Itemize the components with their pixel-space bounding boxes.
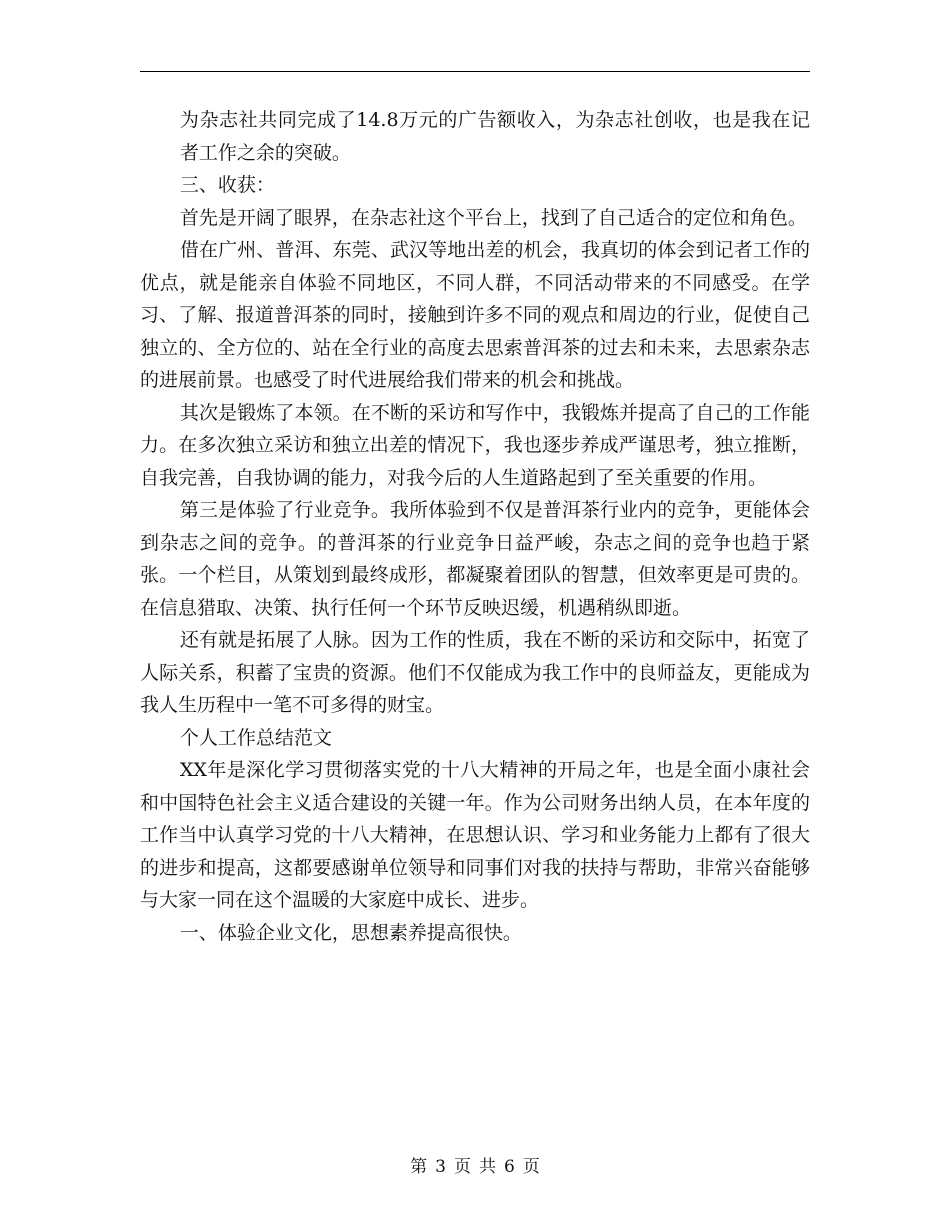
footer-total-word: 共 [479, 1157, 496, 1177]
section-title: 个人工作总结范文 [179, 726, 332, 749]
paragraph: 借在广州、普洱、东莞、武汉等地出差的机会，我真切的体会到记者工作的优点，就是能亲自体验不同地区，不同人群，不同活动带来的不同感受。在学习、了解、报道普洱茶的同时，接触到许多不同的观点和周边的行业，促使自己独立的、全方位的、站在全行业的高度去思索普洱茶的过去和未来，去思索杂志的进展前景。也感受了时代进展给我们带来的机会和挑战。 [140, 239, 810, 391]
page-footer [0, 1152, 950, 1177]
paragraph: 第三是体验了行业竞争。我所体验到不仅是普洱茶行业内的竞争，更能体会到杂志之间的竞争。的普洱茶的行业竞争日益严峻，杂志之间的竞争也趋于紧张。一个栏目，从策划到最终成形，都凝聚着团队的智慧，但效率更是可贵的。在信息猎取、决策、执行任何一个环节反映迟缓，机遇稍纵即逝。 [140, 499, 810, 619]
footer-suffix: 页 [522, 1157, 540, 1177]
paragraph: 还有就是拓展了人脉。因为工作的性质，我在不断的采访和交际中，拓宽了人际关系，积蓄了宝贵的资源。他们不仅能成为我工作中的良师益友，更能成为我人生历程中一笔不可多得的财宝。 [140, 629, 810, 716]
header-rule [140, 71, 810, 72]
paragraph: 为杂志社共同完成了14.8万元的广告额收入，为杂志社创收，也是我在记者工作之余的突破。 [179, 109, 810, 164]
current-page-number: 3 [435, 1157, 446, 1177]
paragraph: 首先是开阔了眼界，在杂志社这个平台上，找到了自己适合的定位和角色。 [179, 206, 807, 229]
total-pages-number: 6 [504, 1157, 515, 1177]
paragraph: XX年是深化学习贯彻落实党的十八大精神的开局之年，也是全面小康社会和中国特色社会主义适合建设的关键一年。作为公司财务出纳人员，在本年度的工作当中认真学习党的十八大精神，在思想认识、学习和业务能力上都有了很大的进步和提高，这都要感谢单位领导和同事们对我的扶持与帮助，非常兴奋能够与大家一同在这个温暖的大家庭中成长、进步。 [140, 759, 810, 911]
paragraph: 其次是锻炼了本领。在不断的采访和写作中，我锻炼并提高了自己的工作能力。在多次独立采访和独立出差的情况下，我也逐步养成严谨思考，独立推断，自我完善，自我协调的能力，对我今后的人生道路起到了至关重要的作用。 [140, 401, 810, 489]
footer-prefix: 第 [410, 1157, 428, 1177]
section-heading: 三、收获： [179, 174, 275, 196]
document-body [140, 104, 810, 949]
footer-page-word: 页 [454, 1157, 471, 1177]
section-heading: 一、体验企业文化，思想素养提高很快。 [179, 921, 522, 944]
